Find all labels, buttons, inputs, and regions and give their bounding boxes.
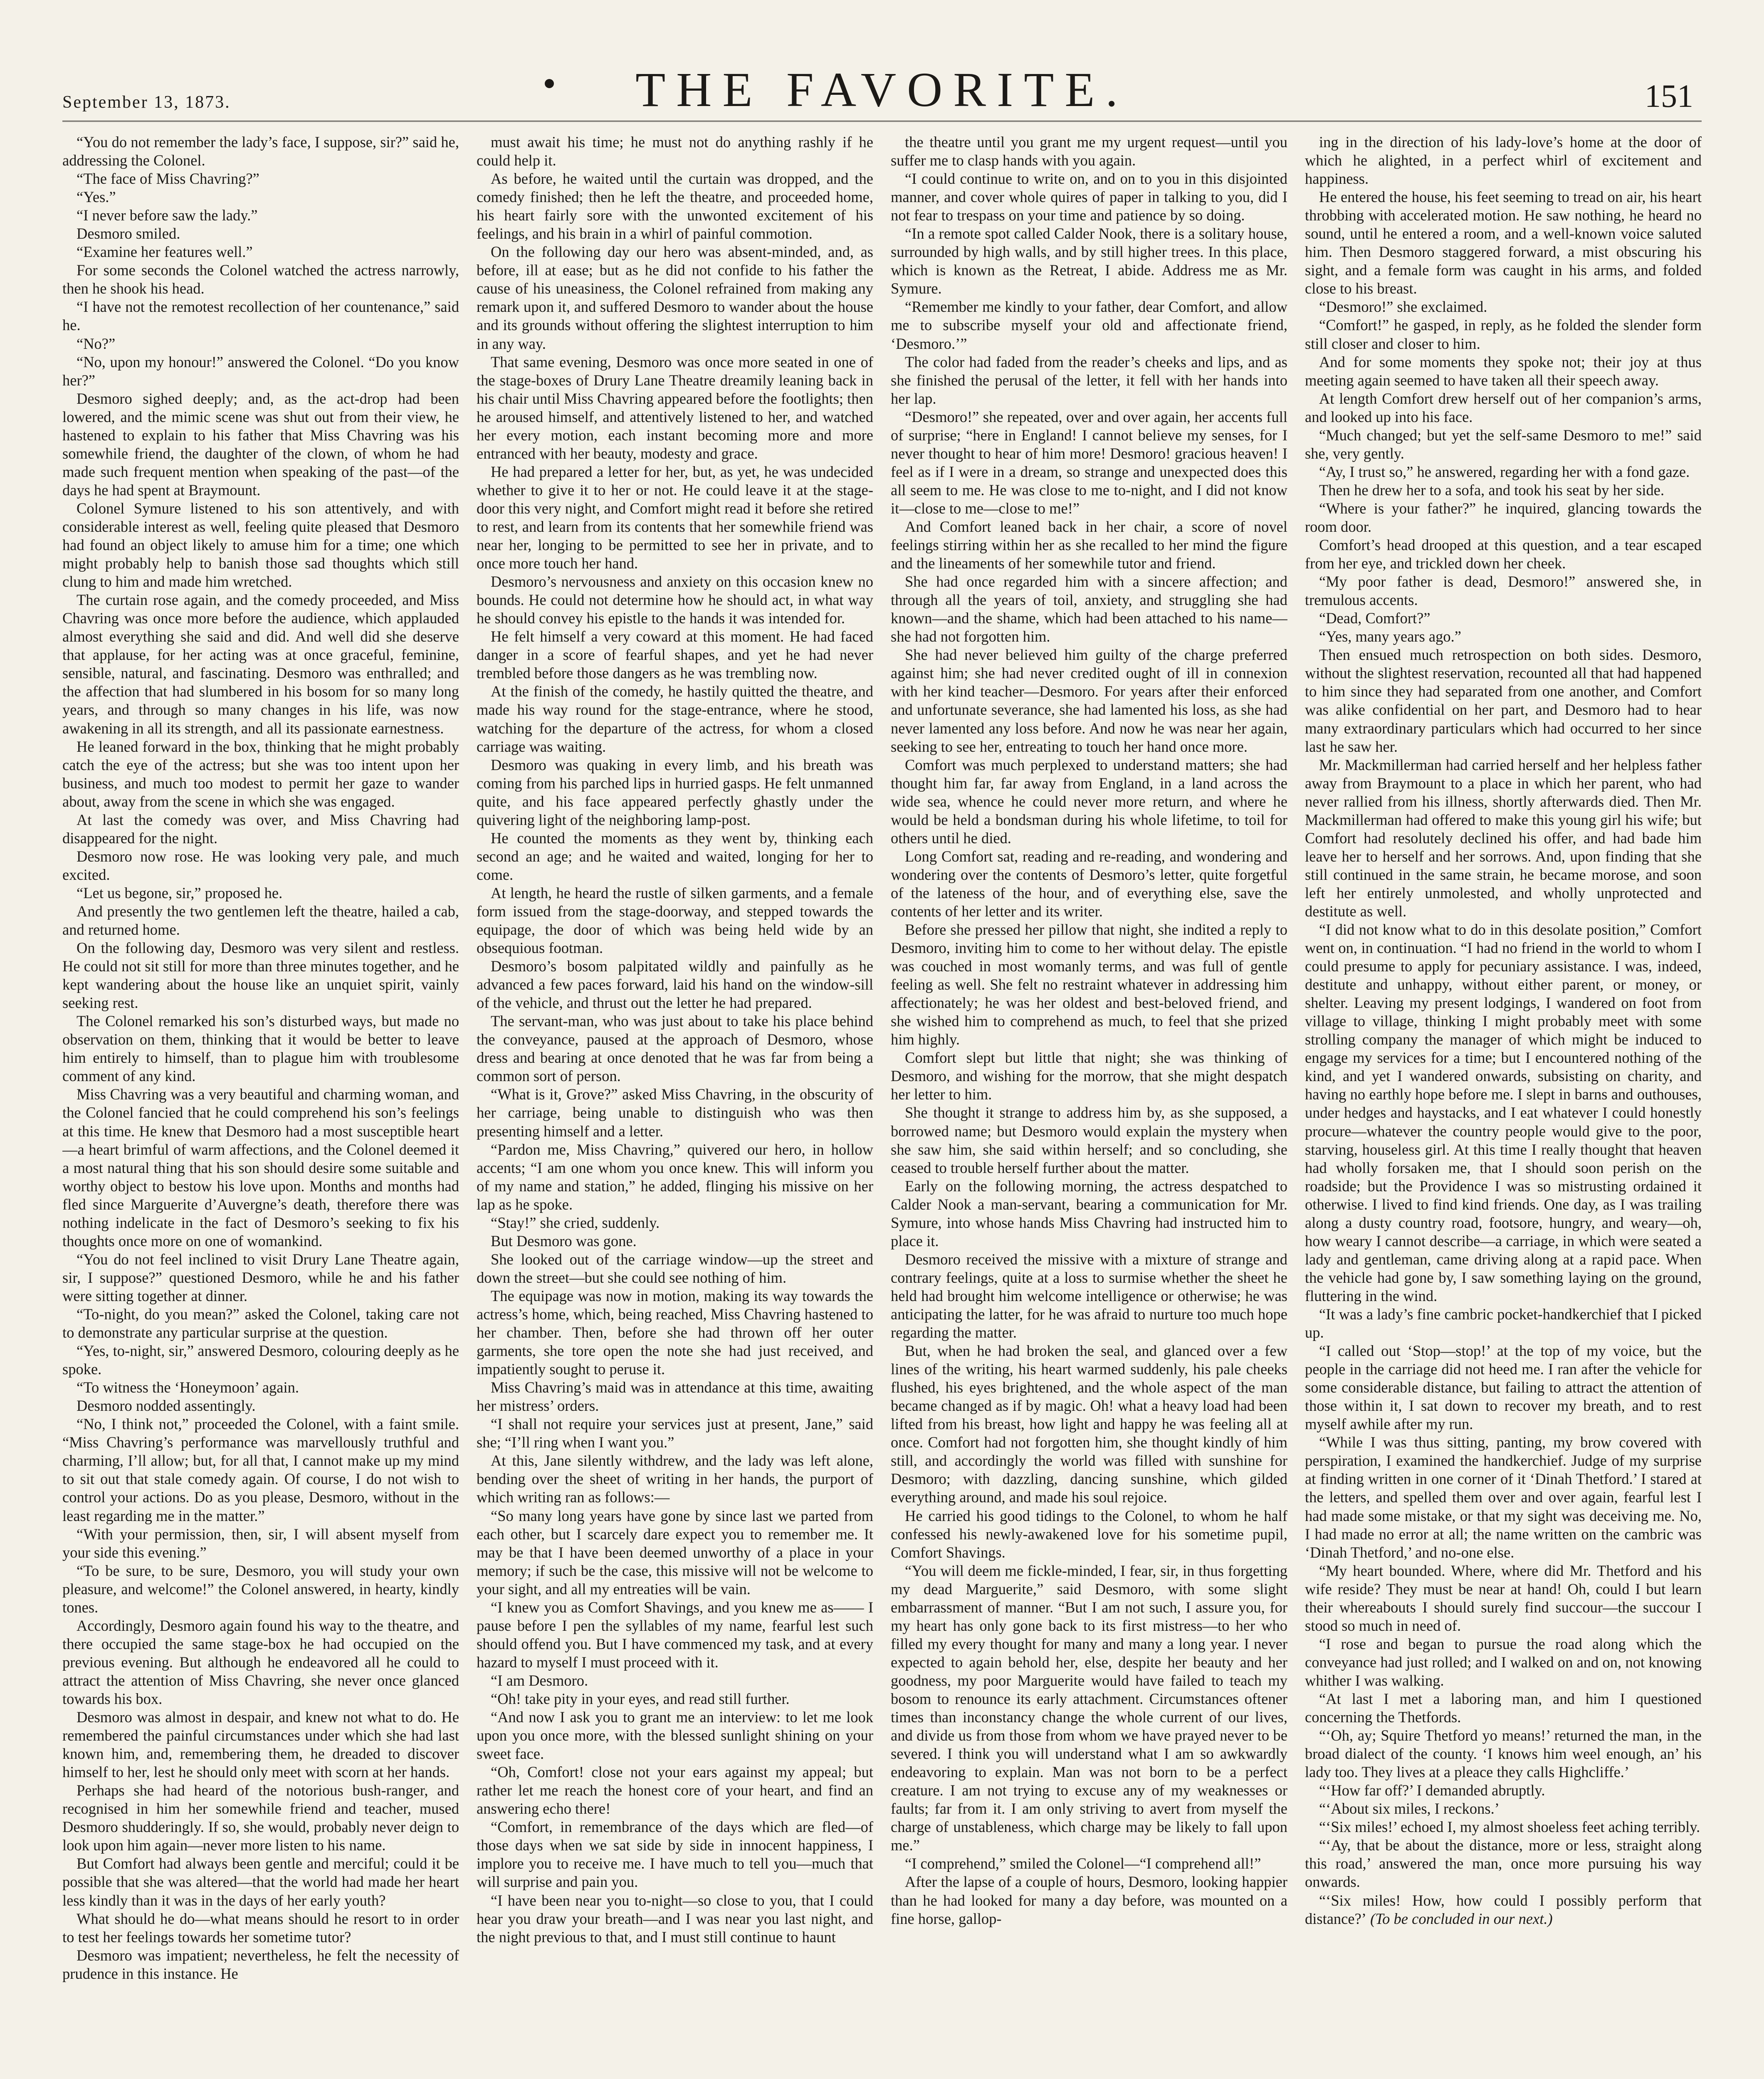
paragraph: He leaned forward in the box, thinking that he might probably catch the eye of the actress; but she was too intent upon her business, and much too modest to permit her gaze to wander about, away from the scene in which she was engaged. bbox=[62, 738, 459, 810]
paragraph: “Dead, Comfort?” bbox=[1319, 610, 1430, 627]
paragraph: Then ensued much retrospection on both sides. Desmoro, without the slightest reservation, recounted all that had happened to him since they had separated from one another, and Comfort was alike confidential on her part, and Desmoro had to hear many extraordinary particulars which had occurred to her since last he saw her. bbox=[1305, 646, 1702, 755]
paragraph: And presently the two gentlemen left the theatre, hailed a cab, and returned home. bbox=[62, 902, 459, 938]
paragraph: “‘Six miles! How, how could I possibly perform that distance?’ (To be concluded in our next.) bbox=[1305, 1891, 1702, 1927]
paragraph: “Examine her features well.” bbox=[77, 243, 253, 261]
paragraph: The servant-man, who was just about to take his place behind the conveyance, paused at the approach of Desmoro, whose dress and bearing at once denoted that he was far from being a common sort of person. bbox=[477, 1012, 873, 1085]
paragraph: He felt himself a very coward at this moment. He had faced danger in a score of fearful shapes, and yet he had never trembled before those dangers as he was trembling now. bbox=[477, 628, 873, 682]
paragraph: “Much changed; but yet the self-same Desmoro to me!” said she, very gently. bbox=[1305, 426, 1702, 462]
text-columns bbox=[62, 133, 1702, 2079]
paragraph: Desmoro was almost in despair, and knew not what to do. He remembered the painful circumstances under which she had last known him, and, remembering them, he dreaded to discover himself to her, lest he should only meet with scorn at her hands. bbox=[62, 1709, 459, 1781]
paragraph: After the lapse of a couple of hours, Desmoro, looking happier than he had looked for many a day before, was mounted on a fine horse, gallop- bbox=[891, 1873, 1287, 1927]
paragraph: “What is it, Grove?” asked Miss Chavring, in the obscurity of her carriage, being unable to distinguish who was then presenting himself and a letter. bbox=[477, 1086, 873, 1140]
paragraph: The color had faded from the reader’s cheeks and lips, and as she finished the perusal of the letter, it fell with her hands into her lap. bbox=[891, 353, 1287, 407]
paragraph: “No, I think not,” proceeded the Colonel, with a faint smile. “Miss Chavring’s performance was marvellously truthful and charming, I’ll allow; but, for all that, I cannot make up my mind to sit out that stale comedy again. Of course, I do not wish to control your actions. Do as you please, Desmoro, without in the least regarding me in the matter.” bbox=[62, 1415, 459, 1524]
paragraph: Desmoro’s nervousness and anxiety on this occasion knew no bounds. He could not determine how he should act, in what way he should convey his epistle to the hands it was intended for. bbox=[477, 573, 873, 627]
paragraph: “I shall not require your services just at present, Jane,” said she; “I’ll ring when I want you.” bbox=[477, 1415, 873, 1451]
paragraph: “Oh, Comfort! close not your ears against my appeal; but rather let me reach the honest core of your heart, and find an answering echo there! bbox=[477, 1763, 873, 1817]
paragraph: Desmoro nodded assentingly. bbox=[77, 1397, 256, 1415]
paragraph: Comfort was much perplexed to understand matters; she had thought him far, far away from England, in a land across the wide sea, whence he could never more return, and where he would be held a bondsman during his whole lifetime, to toil for others until he died. bbox=[891, 756, 1287, 847]
page-header bbox=[62, 62, 1702, 122]
paragraph: “No, upon my honour!” answered the Colonel. “Do you know her?” bbox=[62, 353, 459, 389]
paragraph: “I could continue to write on, and on to you in this disjointed manner, and cover whole quires of paper in talking to you, did I not fear to trespass on your time and patience by so doing. bbox=[891, 170, 1287, 224]
paragraph: “I have been near you to-night—so close to you, that I could hear you draw your breath—and I was near you last night, and the night previous to that, and I must still continue to haunt bbox=[477, 1891, 873, 1946]
paragraph: “You do not remember the lady’s face, I suppose, sir?” said he, addressing the Colonel. bbox=[62, 133, 459, 169]
paragraph: ing in the direction of his lady-love’s home at the door of which he alighted, in a perfect whirl of excitement and happiness. bbox=[1305, 133, 1702, 188]
paragraph: And Comfort leaned back in her chair, a score of novel feelings stirring within her as she recalled to her mind the figure and the lineaments of her somewhile tutor and friend. bbox=[891, 518, 1287, 572]
paragraph: “Ay, I trust so,” he answered, regarding her with a fond gaze. bbox=[1319, 463, 1690, 480]
paragraph: “While I was thus sitting, panting, my brow covered with perspiration, I examined the handkerchief. Judge of my surprise at finding written in one corner of it ‘Dinah Thetford.’ I stared at the letters, and spelled them over and over again, fearful lest I had made some mistake, or that my sight was deceiving me. No, I had made no error at all; the name written on the cambric was ‘Dinah Thetford,’ and no-one else. bbox=[1305, 1434, 1702, 1561]
paragraph: She looked out of the carriage window—up the street and down the street—but she could see nothing of him. bbox=[477, 1250, 873, 1286]
paragraph: Desmoro was quaking in every limb, and his breath was coming from his parched lips in hurried gasps. He felt unmanned quite, and his face appeared perfectly ghastly under the quivering light of the neighboring lamp-post. bbox=[477, 756, 873, 828]
column-3 bbox=[891, 133, 1287, 2079]
paragraph: “And now I ask you to grant me an interview: to let me look upon you once more, with the blessed sunlight shining on your sweet face. bbox=[477, 1709, 873, 1763]
paragraph: Desmoro received the missive with a mixture of strange and contrary feelings, quite at a loss to surmise whether the sheet he held had brought him welcome intelligence or otherwise; he was anticipating the latter, for he was afraid to nurture too much hope regarding the matter. bbox=[891, 1250, 1287, 1341]
paragraph: That same evening, Desmoro was once more seated in one of the stage-boxes of Drury Lane Theatre dreamily leaning back in his chair until Miss Chavring appeared before the footlights; then he aroused himself, and attentively listened to her, and watched her every motion, each instant becoming more and more entranced with her beauty, modesty and grace. bbox=[477, 353, 873, 462]
paragraph: Comfort slept but little that night; she was thinking of Desmoro, and wishing for the morrow, that she might despatch her letter to him. bbox=[891, 1049, 1287, 1103]
page-number: 151 bbox=[1645, 78, 1693, 114]
paragraph: At last the comedy was over, and Miss Chavring had disappeared for the night. bbox=[62, 811, 459, 847]
paragraph: “Yes, to-night, sir,” answered Desmoro, colouring deeply as he spoke. bbox=[62, 1342, 459, 1378]
paragraph: Perhaps she had heard of the notorious bush-ranger, and recognised in him her somewhile friend and teacher, mused Desmoro shudderingly. If so, she would, probably never deign to look upon him again—never more listen to his name. bbox=[62, 1782, 459, 1854]
paragraph: Miss Chavring was a very beautiful and charming woman, and the Colonel fancied that he could comprehend his son’s feelings at this time. He knew that Desmoro had a most susceptible heart—a heart brimful of warm affections, and the Colonel deemed it a most natural thing that his son should desire some suitable and worthy object to bestow his love upon. Months and months had fled since Marguerite d’Auvergne’s death, therefore there was nothing indelicate in the fact of Desmoro’s seeking to fix his thoughts once more on one of womankind. bbox=[62, 1086, 459, 1249]
paragraph: “Yes.” bbox=[77, 188, 116, 206]
continuation-note: (To be concluded in our next.) bbox=[1366, 1910, 1553, 1927]
paragraph: Miss Chavring’s maid was in attendance at this time, awaiting her mistress’ orders. bbox=[477, 1379, 873, 1415]
paragraph: must await his time; he must not do anything rashly if he could help it. bbox=[477, 133, 873, 169]
paragraph: “The face of Miss Chavring?” bbox=[77, 170, 259, 188]
paragraph: “I never before saw the lady.” bbox=[77, 207, 258, 224]
paragraph: “I knew you as Comfort Shavings, and you knew me as—— I pause before I pen the syllables of my name, fearful lest such should offend you. But I have commenced my task, and at every hazard to myself I must proceed with it. bbox=[477, 1598, 873, 1671]
paragraph: But Comfort had always been gentle and merciful; could it be possible that she was altered—that the world had made her heart less kindly than it was in the days of her early youth? bbox=[62, 1855, 459, 1909]
paragraph: The curtain rose again, and the comedy proceeded, and Miss Chavring was once more before the audience, which applauded almost everything she said and did. And well did she deserve that applause, for her acting was at once graceful, feminine, sensible, natural, and fascinating. Desmoro was enthralled; and the affection that had slumbered in his bosom for so many long years, and through so many changes in his life, was now awakening in all its strength, and all its passionate earnestness. bbox=[62, 591, 459, 737]
paragraph: “To-night, do you mean?” asked the Colonel, taking care not to demonstrate any particular surprise at the question. bbox=[62, 1306, 459, 1341]
paragraph: She had once regarded him with a sincere affection; and through all the years of toil, anxiety, and struggling she had known—and the shame, which had been attached to his name—she had not forgotten him. bbox=[891, 573, 1287, 645]
paragraph: And for some moments they spoke not; their joy at thus meeting again seemed to have taken all their speech away. bbox=[1305, 353, 1702, 389]
paragraph: Comfort’s head drooped at this question, and a tear escaped from her eye, and trickled down her cheek. bbox=[1305, 536, 1702, 572]
paragraph: At length Comfort drew herself out of her companion’s arms, and looked up into his face. bbox=[1305, 390, 1702, 425]
paragraph: Desmoro sighed deeply; and, as the act-drop had been lowered, and the mimic scene was shut out from their view, he hastened to explain to his father that Miss Chavring was his somewhile friend, the daughter of the clown, of whom he had made such frequent mention when speaking of the past—of the days he had spent at Braymount. bbox=[62, 390, 459, 499]
paragraph: “Stay!” she cried, suddenly. bbox=[491, 1214, 660, 1231]
paragraph: “I rose and began to pursue the road along which the conveyance had just rolled; and I walked on and on, not knowing whither I was walking. bbox=[1305, 1635, 1702, 1689]
paragraph: Desmoro was impatient; nevertheless, he felt the necessity of prudence in this instance. He bbox=[62, 1946, 459, 1982]
paragraph: Desmoro now rose. He was looking very pale, and much excited. bbox=[62, 847, 459, 883]
paragraph: Accordingly, Desmoro again found his way to the theatre, and there occupied the same stage-box he had occupied on the previous evening. But although he endeavored all he could to attract the attention of Miss Chavring, she never once glanced towards his box. bbox=[62, 1617, 459, 1707]
paragraph: The Colonel remarked his son’s disturbed ways, but made no observation on them, thinking that it would be better to leave him entirely to himself, than to plague him with troublesome comment of any kind. bbox=[62, 1012, 459, 1085]
paragraph: Colonel Symure listened to his son attentively, and with considerable interest as well, feeling quite pleased that Desmoro had found an object likely to amuse him for a time; one which might probably help to banish those sad thoughts which still clung to him and made him wretched. bbox=[62, 499, 459, 590]
paragraph: For some seconds the Colonel watched the actress narrowly, then he shook his head. bbox=[62, 262, 459, 297]
paragraph: He entered the house, his feet seeming to tread on air, his heart throbbing with accelerated motion. He saw nothing, he heard no sound, until he entered a room, and a well-known voice saluted him. Then Desmoro staggered forward, a mist obscuring his sight, and a female form was caught in his arms, and folded close to his breast. bbox=[1305, 188, 1702, 297]
paragraph: “Let us begone, sir,” proposed he. bbox=[77, 884, 283, 901]
paragraph: What should he do—what means should he resort to in order to test her feelings towards her sometime tutor? bbox=[62, 1910, 459, 1946]
paragraph: “‘Six miles!’ echoed I, my almost shoeless feet aching terribly. bbox=[1319, 1818, 1700, 1836]
paragraph: the theatre until you grant me my urgent request—until you suffer me to clasp hands with you again. bbox=[891, 133, 1287, 169]
paragraph: Desmoro’s bosom palpitated wildly and painfully as he advanced a few paces forward, laid his hand on the window-sill of the vehicle, and thrust out the letter he had prepared. bbox=[477, 958, 873, 1012]
paragraph: She had never believed him guilty of the charge preferred against him; she had never credited ought of ill in connexion with her kind teacher—Desmoro. For years after their enforced and unfortunate severance, she had lamented his loss, as she had never lamented any loss before. And now he was near her again, seeking to see her, entreating to touch her hand once more. bbox=[891, 646, 1287, 755]
paragraph: But Desmoro was gone. bbox=[491, 1232, 637, 1249]
paragraph: “‘About six miles, I reckons.’ bbox=[1319, 1800, 1500, 1817]
paragraph: “‘Ay, that be about the distance, more or less, straight along this road,’ answered the man, once more pursuing his way onwards. bbox=[1305, 1837, 1702, 1891]
paragraph: “‘How far off?’ I demanded abruptly. bbox=[1319, 1782, 1545, 1799]
paragraph: “Desmoro!” she repeated, over and over again, her accents full of surprise; “here in England! I cannot believe my senses, for I never thought to hear of him more! Desmoro! gracious heaven! I feel as if I were in a dream, so strange and unexpected does this all seem to me. He was close to me to-night, and I did not know it—close to me—close to me!” bbox=[891, 408, 1287, 517]
paragraph: “No?” bbox=[77, 335, 116, 352]
masthead-title: THE FAVORITE. bbox=[635, 62, 1129, 117]
paragraph: “I have not the remotest recollection of her countenance,” said he. bbox=[62, 298, 459, 334]
paragraph: The equipage was now in motion, making its way towards the actress’s home, which, being reached, Miss Chavring hastened to her chamber. Then, before she had thrown off her outer garments, she tore open the note she had just received, and impatiently sought to peruse it. bbox=[477, 1287, 873, 1378]
paragraph: “I called out ‘Stop—stop!’ at the top of my voice, but the people in the carriage did not heed me. I ran after the vehicle for some considerable distance, but failing to attract the attention of those within it, I sat down to recover my breath, and to rest myself awhile after my run. bbox=[1305, 1342, 1702, 1433]
paragraph: “I did not know what to do in this desolate position,” Comfort went on, in continuation. “I had no friend in the world to whom I could presume to apply for pecuniary assistance. I was, indeed, destitute and unhappy, without either parent, or money, or shelter. Leaving my present lodgings, I wandered on foot from village to village, thinking I might probably meet with some strolling company the manager of which might be induced to engage my services for a time; but I encountered nothing of the kind, and yet I wandered onwards, subsisting on charity, and having no earthly hope before me. I slept in barns and outhouses, under hedges and haystacks, and I eat whatever I could honestly procure—whatever the country people would give to the poor, starving, houseless girl. At this time I really thought that heaven had wholly forsaken me, that I should soon perish on the roadside; but the Providence I was so mistrusting ordained it otherwise. I lived to find kind friends. One day, as I was trailing along a dusty country road, footsore, hungry, and weary—oh, how weary I cannot describe—a carriage, in which were seated a lady and gentleman, came driving along at a rapid pace. When the vehicle had gone by, I saw something laying on the ground, fluttering in the wind. bbox=[1305, 921, 1702, 1304]
paragraph: “You do not feel inclined to visit Drury Lane Theatre again, sir, I suppose?” questioned Desmoro, while he and his father were sitting together at dinner. bbox=[62, 1250, 459, 1304]
paragraph: “In a remote spot called Calder Nook, there is a solitary house, surrounded by high walls, and by still higher trees. In this place, which is known as the Retreat, I abide. Address me as Mr. Symure. bbox=[891, 225, 1287, 297]
paragraph: “With your permission, then, sir, I will absent myself from your side this evening.” bbox=[62, 1525, 459, 1561]
newspaper-page bbox=[62, 62, 1702, 2079]
paragraph: As before, he waited until the curtain was dropped, and the comedy finished; then he left the theatre, and proceeded home, his heart fairly sore with the unwonted excitement of his feelings, and his brain in a whirl of painful commotion. bbox=[477, 170, 873, 242]
paragraph: “So many long years have gone by since last we parted from each other, but I scarcely dare expect you to remember me. It may be that I have been deemed unworthy of a place in your memory; if such be the case, this missive will not be welcome to your sight, and all my entreaties will be vain. bbox=[477, 1507, 873, 1598]
paragraph: “Comfort, in remembrance of the days which are fled—of those days when we sat side by side in innocent happiness, I implore you to receive me. I have much to tell you—much that will surprise and pain you. bbox=[477, 1818, 873, 1891]
paragraph: “Comfort!” he gasped, in reply, as he folded the slender form still closer and closer to him. bbox=[1305, 316, 1702, 352]
paragraph: But, when he had broken the seal, and glanced over a few lines of the writing, his heart warmed suddenly, his pale cheeks flushed, his eyes brightened, and the whole aspect of the man became changed as if by magic. Oh! what a heavy load had been lifted from his breast, how light and happy he was feeling all at once. Comfort had not forgotten him, she thought kindly of him still, and accordingly the world was filled with sunshine for Desmoro; with dazzling, dancing sunshine, which gilded everything around, and made his soul rejoice. bbox=[891, 1342, 1287, 1506]
paragraph: “Pardon me, Miss Chavring,” quivered our hero, in hollow accents; “I am one whom you once knew. This will inform you of my name and station,” he added, flinging his missive on her lap as he spoke. bbox=[477, 1141, 873, 1213]
paragraph: “At last I met a laboring man, and him I questioned concerning the Thetfords. bbox=[1305, 1690, 1702, 1726]
paragraph: At length, he heard the rustle of silken garments, and a female form issued from the stage-doorway, and stepped towards the equipage, the door of which was being held wide by an obsequious footman. bbox=[477, 884, 873, 957]
paragraph: At this, Jane silently withdrew, and the lady was left alone, bending over the sheet of writing in her hands, the purport of which writing ran as follows:— bbox=[477, 1452, 873, 1506]
paragraph: “I am Desmoro. bbox=[491, 1672, 588, 1689]
paragraph: “Yes, many years ago.” bbox=[1319, 628, 1461, 645]
paragraph: “You will deem me fickle-minded, I fear, sir, in thus forgetting my dead Marguerite,” said Desmoro, with some slight embarrassment of manner. “But I am not such, I assure you, for my heart has only gone back to its first mistress—to her who filled my every thought for many and many a long year. I never expected to again behold her, else, despite her beauty and her goodness, my poor Marguerite would have failed to teach my bosom to renounce its early attachment. Circumstances oftener times than inconstancy change the whole current of our lives, and divide us from those from whom we have prayed never to be severed. I think you will understand what I am so awkwardly endeavoring to explain. Man was not born to be a perfect creature. I am not trying to excuse any of my weaknesses or faults; far from it. I am only striving to avert from myself the charge of unstableness, which charge may be likely to fall upon me.” bbox=[891, 1562, 1287, 1854]
paragraph: “Oh! take pity in your eyes, and read still further. bbox=[491, 1690, 790, 1707]
paragraph: “Remember me kindly to your father, dear Comfort, and allow me to subscribe myself your old and affectionate friend, ‘Desmoro.’” bbox=[891, 298, 1287, 352]
column-2 bbox=[477, 133, 873, 2079]
paragraph: She thought it strange to address him by, as she supposed, a borrowed name; but Desmoro would explain the mystery when she saw him, she said within herself; and so concluding, she ceased to trouble herself further about the matter. bbox=[891, 1104, 1287, 1176]
paragraph: He counted the moments as they went by, thinking each second an age; and he waited and waited, longing for her to come. bbox=[477, 829, 873, 883]
paragraph: “Where is your father?” he inquired, glancing towards the room door. bbox=[1305, 499, 1702, 535]
paragraph: He carried his good tidings to the Colonel, to whom he half confessed his newly-awakened love for his sometime pupil, Comfort Shavings. bbox=[891, 1507, 1287, 1561]
paragraph: Mr. Mackmillerman had carried herself and her helpless father away from Braymount to a place in which her parent, who had never rallied from his illness, shortly afterwards died. Then Mr. Mackmillerman had offered to make this young girl his wife; but Comfort had resolutely declined his offer, and had bade him leave her to herself and her sorrows. And, upon finding that she still continued in the same strain, he became morose, and soon left her entirely unmolested, and wholly unprotected and destitute as well. bbox=[1305, 756, 1702, 920]
paragraph: On the following day, Desmoro was very silent and restless. He could not sit still for more than three minutes together, and he kept wandering about the house like an unquiet spirit, vainly seeking rest. bbox=[62, 939, 459, 1012]
paragraph: “‘Oh, ay; Squire Thetford yo means!’ returned the man, in the broad dialect of the county. ‘I knows him weel enough, an’ his lady too. They lives at a pleace they calls Highcliffe.’ bbox=[1305, 1727, 1702, 1781]
paragraph: “Desmoro!” she exclaimed. bbox=[1319, 298, 1487, 316]
paragraph: He had prepared a letter for her, but, as yet, he was undecided whether to give it to her or not. He could leave it at the stage-door this very night, and Comfort might read it before she retired to rest, and learn from its contents that her somewhile friend was near her, longing to be permitted to see her in private, and to once more touch her hand. bbox=[477, 463, 873, 572]
paragraph: “To be sure, to be sure, Desmoro, you will study your own pleasure, and welcome!” the Colonel answered, in hearty, kindly tones. bbox=[62, 1562, 459, 1616]
issue-date: September 13, 1873. bbox=[62, 93, 231, 112]
paragraph: Early on the following morning, the actress despatched to Calder Nook a man-servant, bearing a communication for Mr. Symure, into whose hands Miss Chavring had instructed him to place it. bbox=[891, 1177, 1287, 1249]
paragraph: Long Comfort sat, reading and re-reading, and wondering and wondering over the contents of Desmoro’s letter, quite forgetful of the lateness of the hour, and of everything else, save the contents of her letter and its writer. bbox=[891, 847, 1287, 920]
column-1 bbox=[62, 133, 459, 2079]
paragraph: “I comprehend,” smiled the Colonel—“I comprehend all!” bbox=[905, 1855, 1261, 1872]
paragraph: “My poor father is dead, Desmoro!” answered she, in tremulous accents. bbox=[1305, 573, 1702, 609]
paragraph: At the finish of the comedy, he hastily quitted the theatre, and made his way round for the stage-entrance, where he stood, watching for the departure of the actress, for whom a closed carriage was waiting. bbox=[477, 683, 873, 755]
paragraph: “To witness the ‘Honeymoon’ again. bbox=[77, 1379, 299, 1396]
paragraph: “It was a lady’s fine cambric pocket-handkerchief that I picked up. bbox=[1305, 1306, 1702, 1341]
paragraph: Desmoro smiled. bbox=[77, 225, 180, 242]
paragraph: On the following day our hero was absent-minded, and, as before, ill at ease; but as he did not confide to his father the cause of his uneasiness, the Colonel refrained from making any remark upon it, and suffered Desmoro to wander about the house and its grounds without offering the slightest interruption to him in any way. bbox=[477, 243, 873, 352]
paragraph: Before she pressed her pillow that night, she indited a reply to Desmoro, inviting him to come to her without delay. The epistle was couched in most womanly terms, and was full of gentle feeling as well. She felt no restraint whatever in addressing him affectionately; he was her oldest and best-beloved friend, and she wished him to comprehend as much, to feel that she prized him highly. bbox=[891, 921, 1287, 1048]
column-4 bbox=[1305, 133, 1702, 2079]
paragraph: “My heart bounded. Where, where did Mr. Thetford and his wife reside? They must be near at hand! Oh, could I but learn their whereabouts I should surely find succour—the succour I stood so much in need of. bbox=[1305, 1562, 1702, 1634]
paragraph: Then he drew her to a sofa, and took his seat by her side. bbox=[1319, 481, 1665, 499]
